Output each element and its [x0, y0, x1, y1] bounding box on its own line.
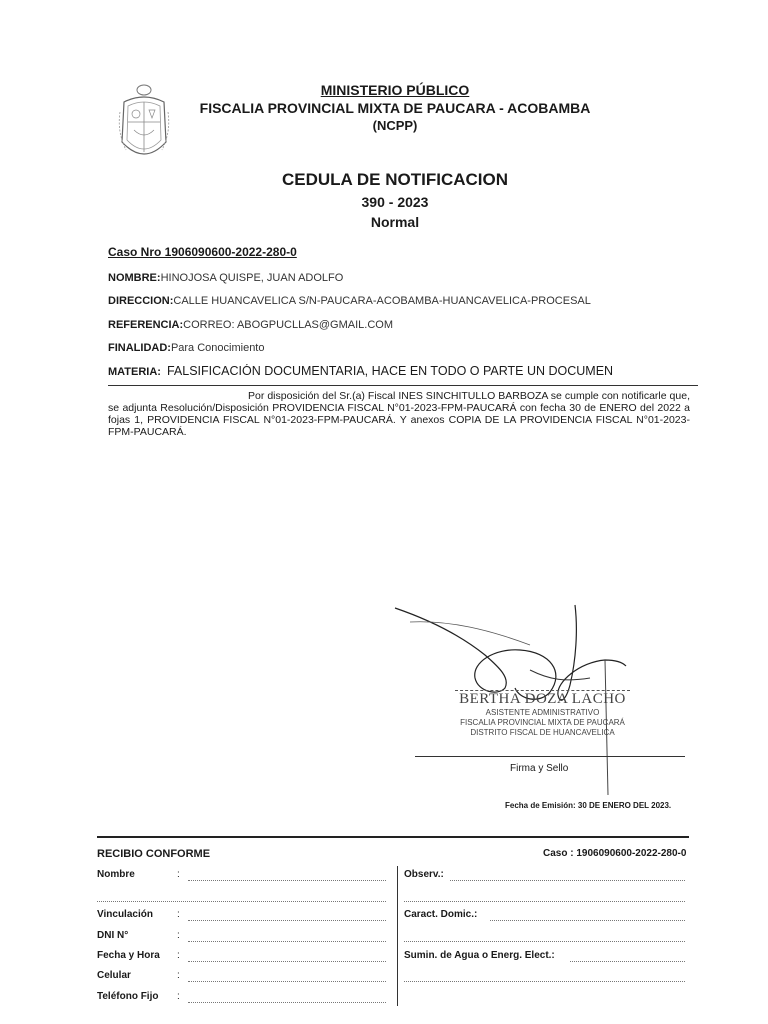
stamp-role: ASISTENTE ADMINISTRATIVO — [485, 708, 600, 717]
ministry-heading: MINISTERIO PÚBLICO — [320, 82, 470, 98]
receipt-colon: : — [177, 950, 180, 961]
coat-of-arms-seal — [116, 82, 172, 168]
field-nombre — [108, 272, 343, 284]
case-number: Caso Nro 1906090600-2022-280-0 — [108, 245, 297, 259]
signature-line — [415, 756, 685, 757]
receipt-input-caract-domic[interactable] — [490, 920, 685, 921]
receipt-input-vinculacion[interactable] — [188, 920, 386, 921]
nombre-label: NOMBRE: — [108, 272, 161, 284]
receipt-input-telefono-fijo[interactable] — [188, 1002, 386, 1003]
receipt-label-celular: Celular — [97, 970, 131, 981]
receipt-input-observ[interactable] — [450, 880, 685, 881]
referencia-value: CORREO: ABOGPUCLLAS@GMAIL.COM — [183, 319, 393, 331]
stamp-district: DISTRITO FISCAL DE HUANCAVELICA — [470, 728, 615, 737]
stamp-name: BERTHA DOZA LACHO — [459, 691, 626, 707]
issue-date: Fecha de Emisión: 30 DE ENERO DEL 2023. — [505, 801, 672, 810]
receipt-label-vinculacion: Vinculación — [97, 909, 153, 920]
referencia-label: REFERENCIA: — [108, 319, 184, 331]
fiscalia-heading: FISCALIA PROVINCIAL MIXTA DE PAUCARA - ACOBAMBA — [199, 100, 591, 116]
receipt-label-dni: DNI N° — [97, 930, 129, 941]
field-direccion — [108, 295, 591, 307]
field-referencia — [108, 319, 393, 331]
receipt-label-caract-domic: Caract. Domic.: — [404, 909, 478, 920]
receipt-label-suministro: Sumin. de Agua o Energ. Elect.: — [404, 950, 555, 961]
direccion-value: CALLE HUANCAVELICA S/N-PAUCARA-ACOBAMBA-HUANCAVELICA-PROCESAL — [173, 295, 591, 307]
receipt-label-telefono-fijo: Teléfono Fijo — [97, 991, 159, 1002]
receipt-title: RECIBIO CONFORME — [97, 848, 211, 860]
document-number: 390 - 2023 — [361, 194, 429, 210]
finalidad-value: Para Conocimiento — [170, 342, 265, 354]
receipt-input-suministro-cont[interactable] — [404, 981, 685, 982]
receipt-colon: : — [177, 991, 180, 1002]
divider-top — [108, 385, 698, 386]
receipt-input-observ-cont[interactable] — [404, 901, 685, 902]
materia-value: FALSIFICACIÓN DOCUMENTARIA, HACE EN TODO O PARTE UN DOCUMEN — [166, 364, 614, 378]
field-finalidad — [108, 342, 265, 354]
official-stamp — [455, 690, 630, 738]
receipt-input-nombre[interactable] — [188, 880, 386, 881]
stamp-office: FISCALIA PROVINCIAL MIXTA DE PAUCARÁ — [460, 718, 625, 727]
nombre-value: HINOJOSA QUISPE, JUAN ADOLFO — [160, 272, 344, 284]
divider-bottom — [97, 836, 689, 838]
direccion-label: DIRECCION: — [108, 295, 174, 307]
document-title: CEDULA DE NOTIFICACION — [281, 170, 509, 189]
receipt-input-dni[interactable] — [188, 941, 386, 942]
firma-label: Firma y Sello — [510, 763, 569, 774]
receipt-case-number: Caso : 1906090600-2022-280-0 — [543, 848, 687, 859]
notification-body: Por disposición del Sr.(a) Fiscal INES SINCHITULLO BARBOZA se cumple con notificarle que, se adjunta Resolución/Disposición PROVIDENCIA FISCAL N°01-2023-FPM-PAUCARÁ con fecha 30 de ENERO del 2022 a fojas 1, PROVIDENCIA FISCAL N°01-2023-FPM-PAUCARÁ. Y anexos COPIA DE LA PROVIDENCIA FISCAL N°01-2023-FPM-PAUCARÁ. — [108, 390, 690, 438]
receipt-colon: : — [177, 930, 180, 941]
receipt-label-observ: Observ.: — [404, 869, 444, 880]
receipt-input-caract-domic-cont[interactable] — [404, 941, 685, 942]
receipt-colon: : — [177, 869, 180, 880]
receipt-input-fecha-hora[interactable] — [188, 961, 386, 962]
field-materia — [108, 364, 628, 378]
receipt-label-fecha-hora: Fecha y Hora — [97, 950, 160, 961]
receipt-label-nombre: Nombre — [97, 869, 135, 880]
materia-label: MATERIA: — [108, 366, 161, 378]
receipt-input-nombre-cont[interactable] — [97, 901, 386, 902]
receipt-colon: : — [177, 970, 180, 981]
receipt-column-divider — [397, 866, 398, 1006]
ncpp-heading: (NCPP) — [372, 118, 418, 133]
document-type: Normal — [370, 214, 420, 230]
receipt-input-suministro[interactable] — [570, 961, 685, 962]
receipt-input-celular[interactable] — [188, 981, 386, 982]
receipt-colon: : — [177, 909, 180, 920]
finalidad-label: FINALIDAD: — [108, 342, 171, 354]
